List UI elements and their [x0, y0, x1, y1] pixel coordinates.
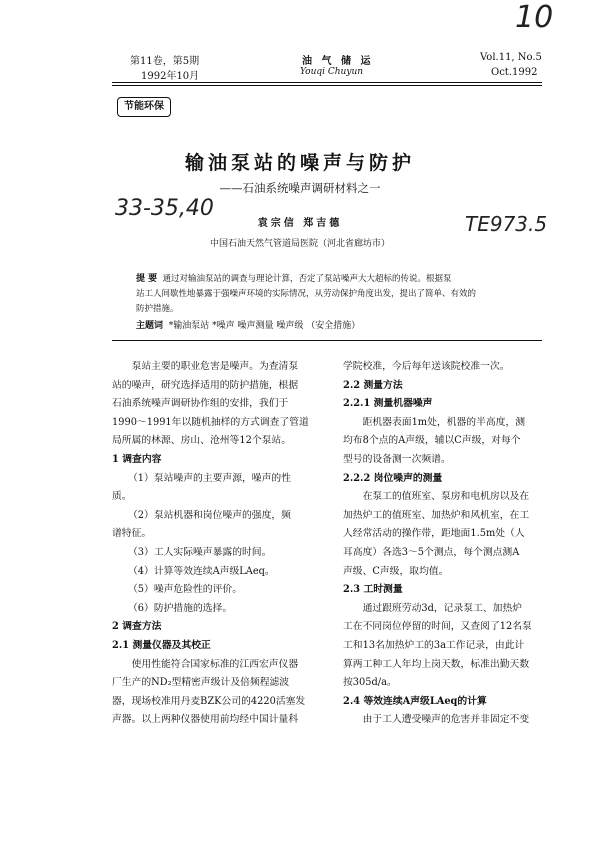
section-heading: 1 调查内容 — [112, 453, 162, 465]
section-heading: 2.3 工时测量 — [343, 584, 403, 596]
keywords — [136, 318, 360, 331]
text-line: （6）防护措施的选择。 — [128, 602, 233, 614]
text-line: 器，现场校准用丹麦BZK公司的4220活塞发 — [112, 695, 306, 707]
text-line: 学院校准，今后每年送该院校准一次。 — [343, 361, 510, 372]
article-title: 输油泵站的噪声与防护 — [184, 152, 415, 174]
section-heading: 2.2.1 测量机器噪声 — [343, 398, 433, 410]
handwritten-class-code: TE973.5 — [465, 212, 548, 236]
header-volume: Vol.11, No.5 — [480, 52, 542, 63]
text-line: 工和13名加热炉工的3a工作记录，由此计 — [343, 639, 525, 651]
text-line: 质。 — [112, 491, 132, 503]
text-line: 站的噪声，研究选择适用的防护措施，根据 — [112, 379, 299, 391]
header-month: Oct.1992 — [491, 67, 538, 78]
abstract-line-3: 防护措施。 — [136, 304, 179, 314]
header-journal-en: Youqi Chuyun — [300, 67, 364, 77]
left-column — [112, 358, 330, 730]
abstract — [136, 272, 526, 317]
text-line: （5）噪声危险性的评价。 — [128, 584, 242, 596]
header-journal-cn: 油 气 储 运 — [302, 56, 374, 67]
category-tag: 节能环保 — [117, 97, 171, 117]
text-line: 石油系统噪声调研协作组的安排，我们于 — [112, 398, 289, 410]
text-line: （3）工人实际噪声暴露的时间。 — [128, 546, 272, 558]
text-line: 1990～1991年以随机抽样的方式调查了管道 — [112, 416, 309, 428]
header-rule — [112, 82, 542, 83]
text-line: 均布8个点的A声级，辅以C声级，对每个 — [343, 435, 521, 447]
text-line: 使用性能符合国家标准的江西宏声仪器 — [131, 658, 299, 670]
header-date: 1992年10月 — [141, 71, 200, 82]
abstract-rule — [112, 340, 542, 341]
abstract-line-1: 通过对输油泵站的调查与理论计算，否定了泵站噪声大大超标的传说。根据泵 — [162, 274, 452, 284]
section-heading: 2.1 测量仪器及其校正 — [112, 639, 211, 651]
text-line: （4）计算等效连续A声级LAeq。 — [128, 565, 275, 577]
text-line: 人经常活动的操作带，距地面1.5m处（人 — [343, 528, 525, 540]
authors: 袁宗信 郑吉德 — [257, 218, 343, 229]
text-line: 局所属的林源、房山、沧州等12个泵站。 — [112, 435, 292, 447]
section-heading: 2.2.2 岗位噪声的测量 — [343, 472, 443, 484]
text-line: 泵站主要的职业危害是噪声。为查清泵 — [131, 361, 299, 372]
article-subtitle: ——石油系统噪声调研材料之一 — [219, 181, 381, 195]
abstract-label: 提 要 — [136, 274, 158, 284]
text-line: 加热炉工的值班室、加热炉和风机室，在工 — [343, 509, 530, 521]
text-line: 声器。以上两种仪器使用前均经中国计量科 — [112, 714, 299, 726]
text-line: 谱特征。 — [112, 528, 152, 540]
affiliation: 中国石油天然气管道局医院（河北省廊坊市） — [209, 239, 390, 249]
keywords-text: *输油泵站 *噪声 噪声测量 噪声级 （安全措施） — [168, 321, 361, 331]
text-line: 耳高度）各选3～5个测点，每个测点测A — [343, 546, 520, 558]
abstract-line-2: 站工人间歇性地暴露于强噪声环境的实际情况，从劳动保护角度出发，提出了简单、有效的 — [136, 289, 477, 299]
text-line: 距机器表面1m处，机器的半高度，测 — [362, 416, 526, 428]
text-line: 工在不同岗位停留的时间，又查阅了12名泵 — [343, 621, 532, 633]
text-line: 声级、C声级，取均值。 — [343, 565, 449, 577]
text-line: 算两工种工人年均上岗天数，标准出勤天数 — [343, 658, 530, 670]
section-heading: 2 调查方法 — [112, 621, 162, 633]
header-rule-thin — [112, 85, 542, 86]
text-line: 型号的设备测一次频谱。 — [343, 453, 451, 465]
header-issue: 第11卷，第5期 — [130, 56, 200, 67]
text-line: （2）泵站机器和岗位噪声的强度，频 — [128, 509, 291, 521]
keywords-label: 主题词 — [136, 321, 164, 331]
text-line: 按305d/a。 — [343, 677, 397, 689]
handwritten-page-number: 10 — [515, 0, 554, 35]
section-heading: 2.4 等效连续A声级LAeq的计算 — [343, 695, 487, 707]
section-heading: 2.2 测量方法 — [343, 379, 403, 391]
right-column — [343, 358, 558, 730]
text-line: 在泵工的值班室、泵房和电机房以及在 — [362, 491, 530, 503]
text-line: 由于工人遭受噪声的危害并非固定不变 — [362, 714, 530, 726]
text-line: 通过跟班劳动3d，记录泵工、加热炉 — [362, 602, 523, 614]
text-line: 厂生产的ND₂型精密声级计及倍频程滤波 — [112, 677, 290, 689]
text-line: （1）泵站噪声的主要声源，噪声的性 — [128, 472, 291, 484]
handwritten-page-range: 33-35,40 — [115, 196, 214, 221]
